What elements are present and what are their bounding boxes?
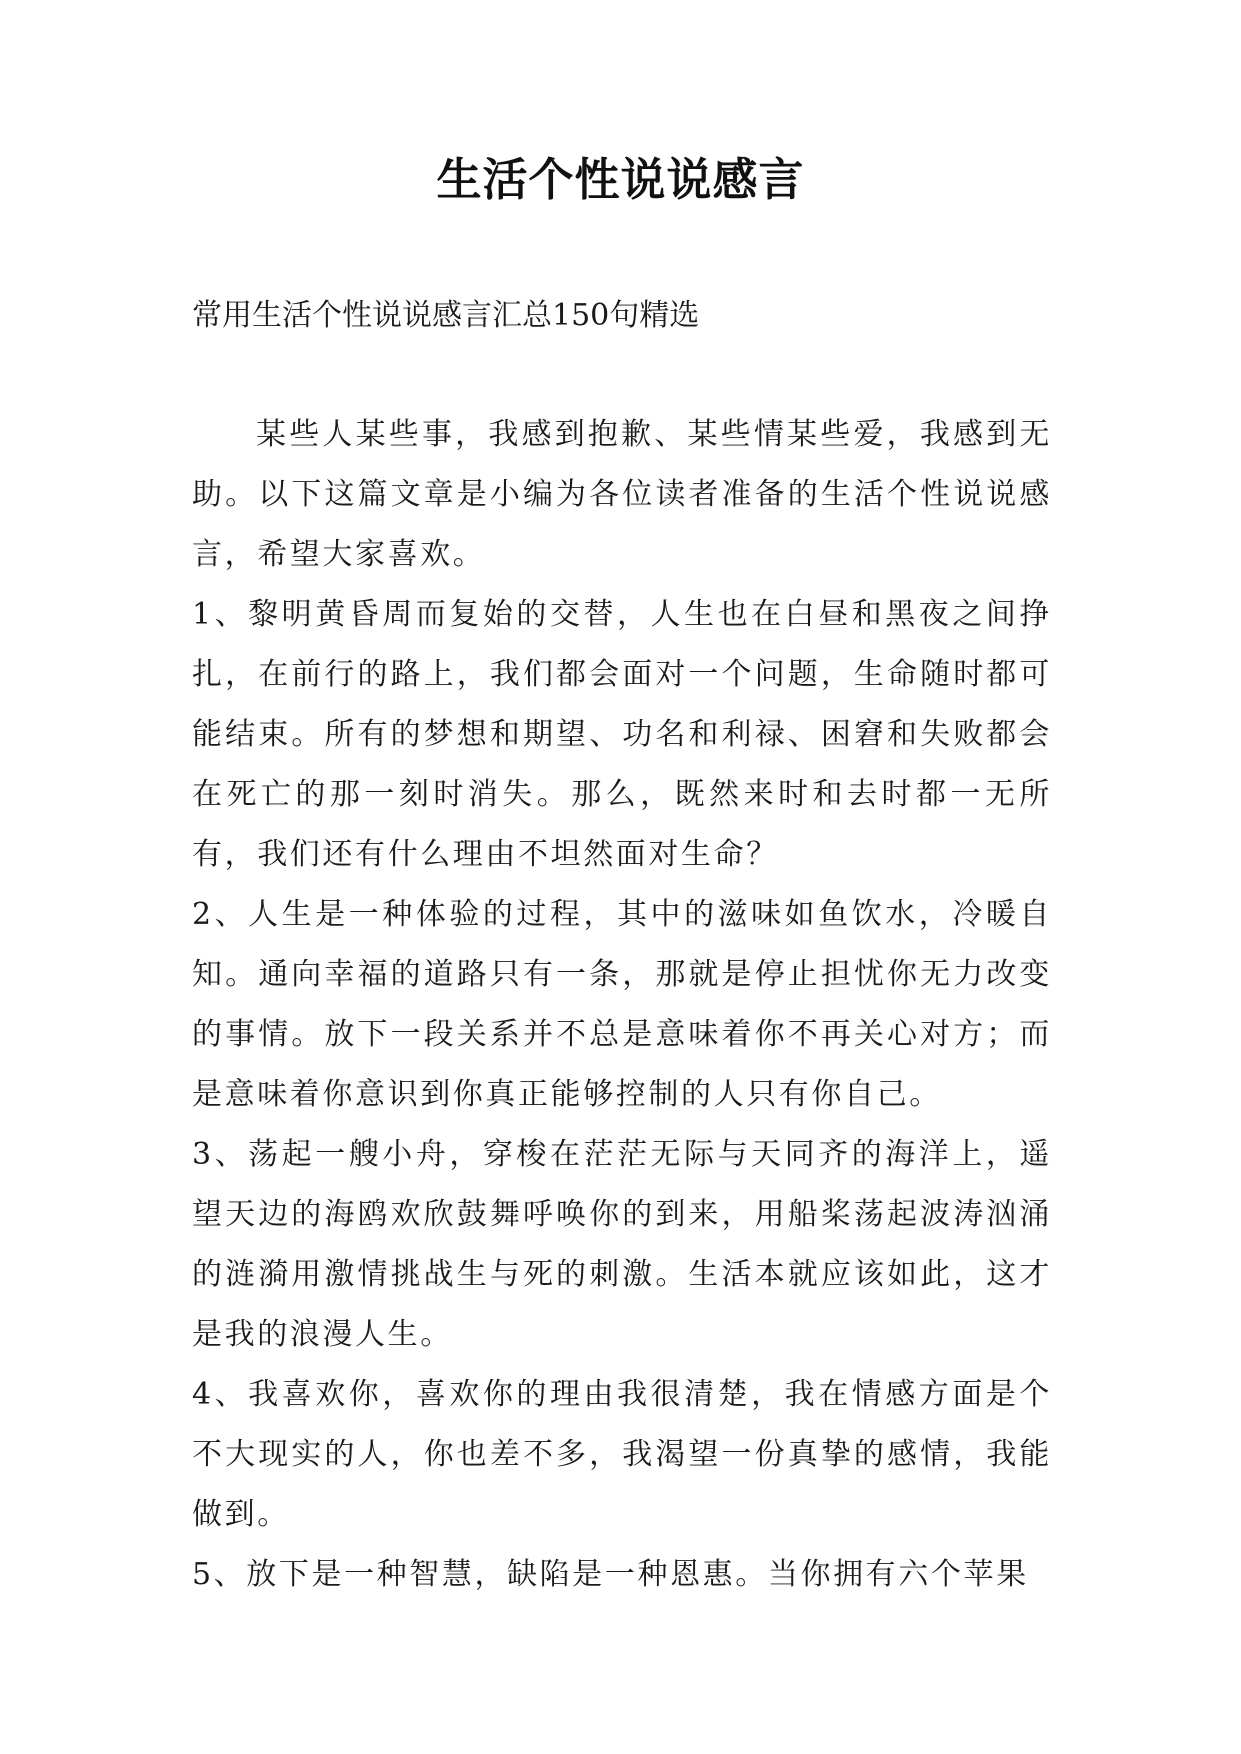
- list-item: 5、放下是一种智慧，缺陷是一种恩惠。当你拥有六个苹果: [192, 1557, 1029, 1592]
- list-item: 4、我喜欢你，喜欢你的理由我很清楚，我在情感方面是个不大现实的人，你也差不多，我渴望一份真挚的感情，我能做到。: [192, 1377, 1052, 1532]
- list-item: 1、黎明黄昏周而复始的交替，人生也在白昼和黑夜之间挣扎，在前行的路上，我们都会面对一个问题，生命随时都可能结束。所有的梦想和期望、功名和利禄、困窘和失败都会在死亡的那一刻时消失。那么，既然来时和去时都一无所有，我们还有什么理由不坦然面对生命？: [192, 597, 1052, 872]
- list-item: 3、荡起一艘小舟，穿梭在茫茫无际与天同齐的海洋上，遥望天边的海鸥欢欣鼓舞呼唤你的到来，用船桨荡起波涛汹涌的涟漪用激情挑战生与死的刺激。生活本就应该如此，这才是我的浪漫人生。: [192, 1137, 1052, 1352]
- list-item: 2、人生是一种体验的过程，其中的滋味如鱼饮水，冷暖自知。通向幸福的道路只有一条，那就是停止担忧你无力改变的事情。放下一段关系并不总是意味着你不再关心对方；而是意味着你意识到你真正能够控制的人只有你自己。: [192, 897, 1052, 1112]
- intro-paragraph: 某些人某些事，我感到抱歉、某些情某些爱，我感到无助。以下这篇文章是小编为各位读者准备的生活个性说说感言，希望大家喜欢。: [192, 417, 1052, 572]
- document-title: 生活个性说说感言: [436, 153, 805, 206]
- document-subtitle: 常用生活个性说说感言汇总150句精选: [192, 298, 700, 333]
- document-body: [192, 405, 1052, 1605]
